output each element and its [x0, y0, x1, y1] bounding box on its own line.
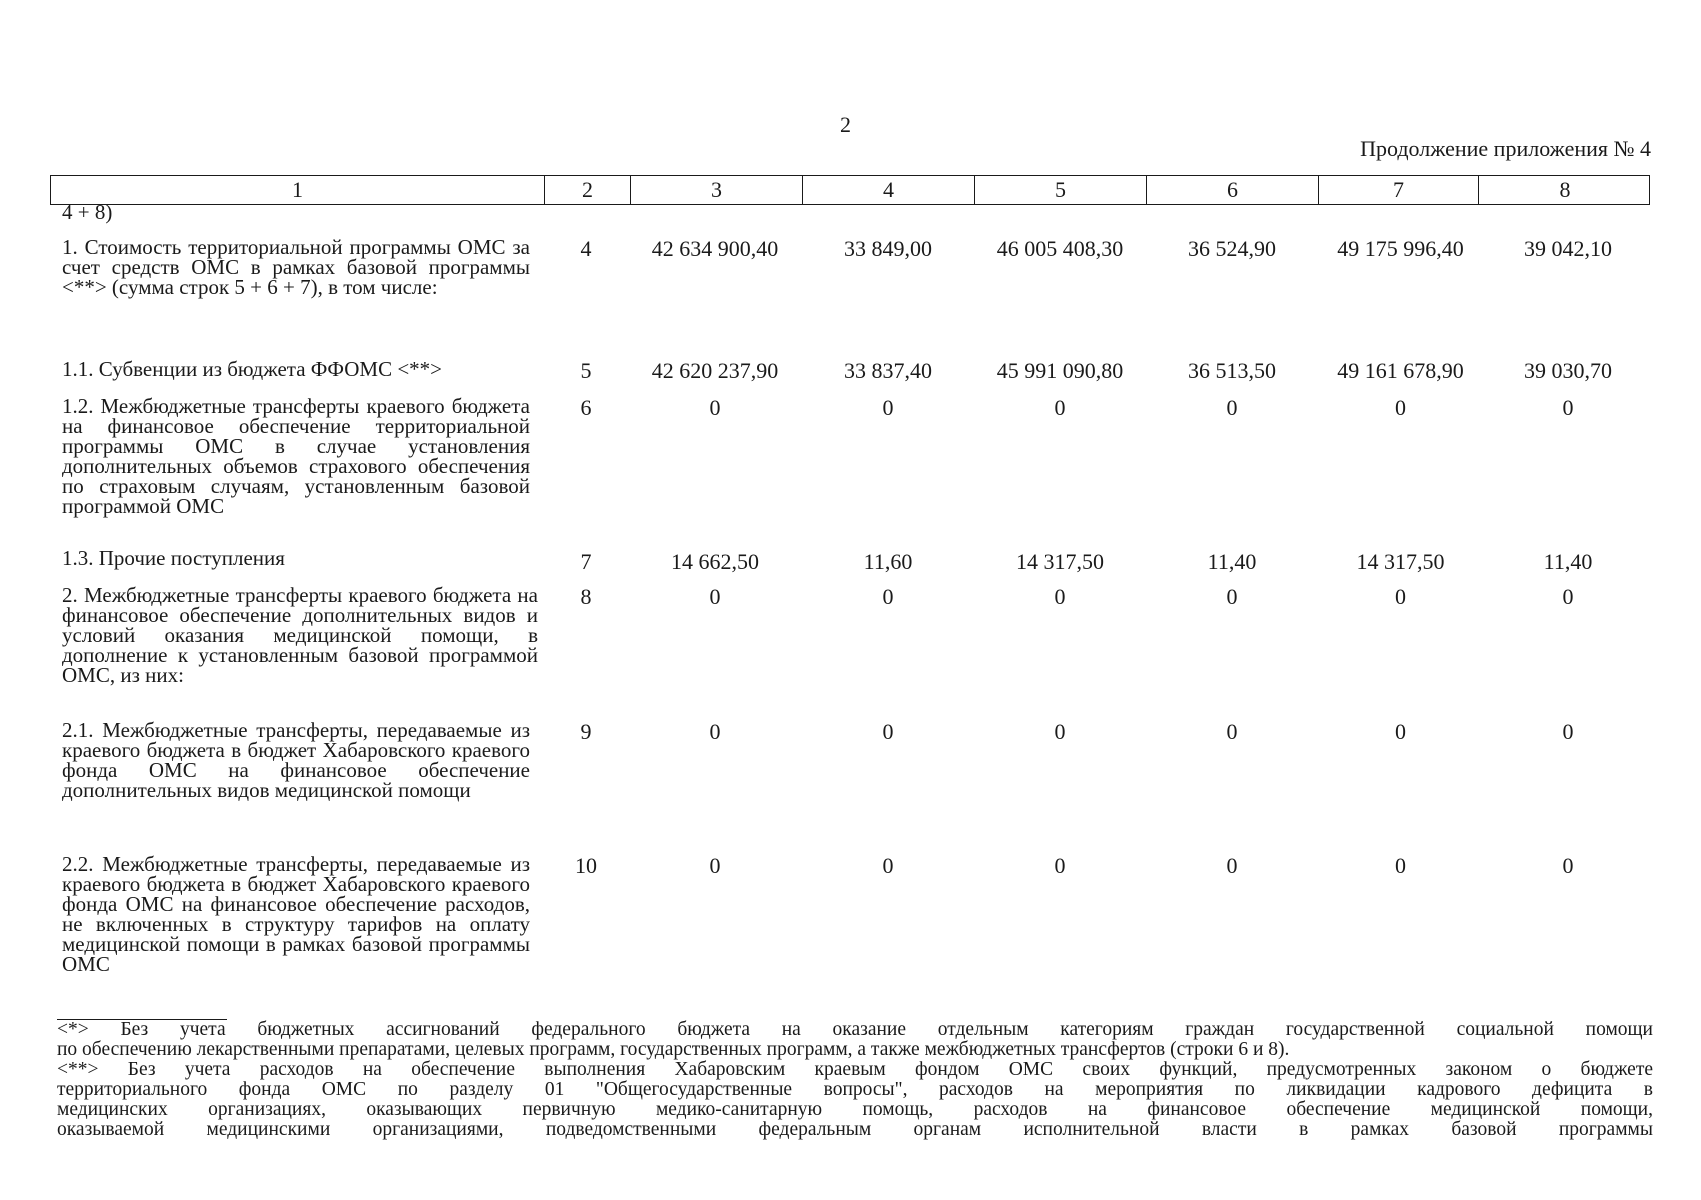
row-2-col-3: 0 [709, 584, 721, 609]
row-1-col-3: 42 634 900,40 [651, 236, 779, 261]
column-header-8: 8 [1559, 177, 1571, 202]
row-1-2-col-4: 0 [882, 395, 894, 420]
row-1-2-col-7: 0 [1395, 395, 1406, 420]
column-header-2: 2 [545, 176, 631, 204]
row-2-col-4: 0 [882, 584, 894, 609]
row-2-1-col-3: 0 [709, 719, 721, 744]
row-1-1-col-5: 45 991 090,80 [996, 358, 1124, 383]
row-1-3-col-4: 11,60 [863, 549, 913, 574]
footnote-line-4: территориального фонда ОМС по разделу 01 "Общегосударственные вопросы", расходов на мероприятия по ликвидации кадрового дефицита в [57, 1079, 1653, 1100]
row-code-1-3: 7 [580, 549, 592, 574]
row-1-2-col-6: 0 [1226, 395, 1238, 420]
row-2-1-col-7: 0 [1395, 719, 1406, 744]
row-1-2-col-3: 0 [709, 395, 721, 420]
row-1-col-6: 36 524,90 [1188, 236, 1276, 261]
row-2-1-col-6: 0 [1226, 719, 1238, 744]
row-code-1: 4 [580, 236, 592, 261]
row-code-1-2: 6 [580, 395, 592, 420]
row-code-1-1: 5 [580, 358, 592, 383]
row-label-2-1: 2.1. Межбюджетные трансферты, передаваемые из краевого бюджета в бюджет Хабаровского краевого фонда ОМС на финансовое обеспечение дополнительных видов медицинской помощи [62, 718, 530, 802]
row-1-2-col-5: 0 [1054, 395, 1066, 420]
row-2-col-8: 0 [1562, 584, 1574, 609]
column-header-4: 4 [803, 176, 975, 204]
row-1-1-col-7: 49 161 678,90 [1337, 358, 1464, 383]
carryover-text: 4 + 8) [62, 200, 113, 224]
row-2-2-col-6: 0 [1226, 853, 1238, 878]
row-1-3-col-6: 11,40 [1207, 549, 1257, 574]
row-1-col-7: 49 175 996,40 [1337, 236, 1464, 261]
row-code-2-1: 9 [580, 719, 592, 744]
row-1-col-4: 33 849,00 [844, 236, 932, 261]
footnote-line-6: оказываемой медицинскими организациями, подведомственными федеральным органам исполнительной власти в рамках базовой программы [57, 1119, 1653, 1140]
column-header-6: 6 [1147, 176, 1319, 204]
row-label-2-2: 2.2. Межбюджетные трансферты, передаваемые из краевого бюджета в бюджет Хабаровского краевого фонда ОМС на финансовое обеспечение расходов, не включенных в структуру тарифов на оплату медицинской помощи в рамках базовой программы ОМС [62, 852, 530, 976]
row-1-3-col-8: 11,40 [1543, 549, 1593, 574]
row-1-3-col-3: 14 662,50 [671, 549, 759, 574]
row-2-1-col-4: 0 [882, 719, 894, 744]
row-2-2-col-3: 0 [709, 853, 721, 878]
row-1-1-col-3: 42 620 237,90 [651, 358, 779, 383]
row-code-2-2: 10 [575, 853, 597, 878]
column-header-1: 1 [51, 176, 545, 204]
row-2-2-col-4: 0 [882, 853, 894, 878]
footnote-line-5: медицинских организациях, оказывающих первичную медико-санитарную помощь, расходов на финансовое обеспечение медицинской помощи, [57, 1099, 1653, 1120]
row-2-2-col-5: 0 [1054, 853, 1066, 878]
row-2-col-5: 0 [1054, 584, 1066, 609]
row-2-2-col-7: 0 [1395, 853, 1406, 878]
row-label-2: 2. Межбюджетные трансферты краевого бюджета на финансовое обеспечение дополнительных видов и условий оказания медицинской помощи, в дополнение к установленным базовой программой ОМС, из них: [62, 583, 538, 687]
row-2-1-col-5: 0 [1054, 719, 1066, 744]
row-code-2: 8 [580, 584, 592, 609]
row-1-3-col-5: 14 317,50 [1016, 549, 1104, 574]
row-label-1-1: 1.1. Субвенции из бюджета ФФОМС <**> [62, 357, 443, 381]
row-label-1: 1. Стоимость территориальной программы ОМС за счет средств ОМС в рамках базовой программы <**> (сумма строк 5 + 6 + 7), в том числе: [62, 235, 530, 299]
row-2-2-col-8: 0 [1562, 853, 1574, 878]
footnote-line-2: по обеспечению лекарственными препаратами, целевых программ, государственных программ, а также межбюджетных трансфертов (строки 6 и 8). [57, 1039, 1290, 1060]
footnote-line-3: <**> Без учета расходов на обеспечение выполнения Хабаровским краевым фондом ОМС своих функций, предусмотренных законом о бюджете [57, 1059, 1653, 1080]
row-2-col-7: 0 [1395, 584, 1406, 609]
row-label-1-2: 1.2. Межбюджетные трансферты краевого бюджета на финансовое обеспечение территориальной программы ОМС в случае установления дополнительных объемов страхового обеспечения по страховым случаям, установленным базовой программой ОМС [62, 394, 530, 518]
row-label-1-3: 1.3. Прочие поступления [62, 546, 285, 570]
table-column-header-row [50, 175, 1650, 205]
page-number: 2 [840, 112, 851, 137]
continuation-caption: Продолжение приложения № 4 [1360, 136, 1651, 161]
row-2-1-col-8: 0 [1562, 719, 1574, 744]
row-1-1-col-6: 36 513,50 [1188, 358, 1276, 383]
column-header-7: 7 [1319, 176, 1479, 204]
row-1-col-8: 39 042,10 [1524, 236, 1612, 261]
column-header-3: 3 [631, 176, 803, 204]
row-1-1-col-8: 39 030,70 [1524, 358, 1612, 383]
footnote-line-1: <*> Без учета бюджетных ассигнований федерального бюджета на оказание отдельным категориям граждан государственной социальной помощи [57, 1019, 1653, 1040]
row-1-3-col-7: 14 317,50 [1356, 549, 1445, 574]
row-1-col-5: 46 005 408,30 [996, 236, 1124, 261]
row-2-col-6: 0 [1226, 584, 1238, 609]
column-header-5: 5 [975, 176, 1147, 204]
row-1-2-col-8: 0 [1562, 395, 1574, 420]
row-1-1-col-4: 33 837,40 [844, 358, 932, 383]
